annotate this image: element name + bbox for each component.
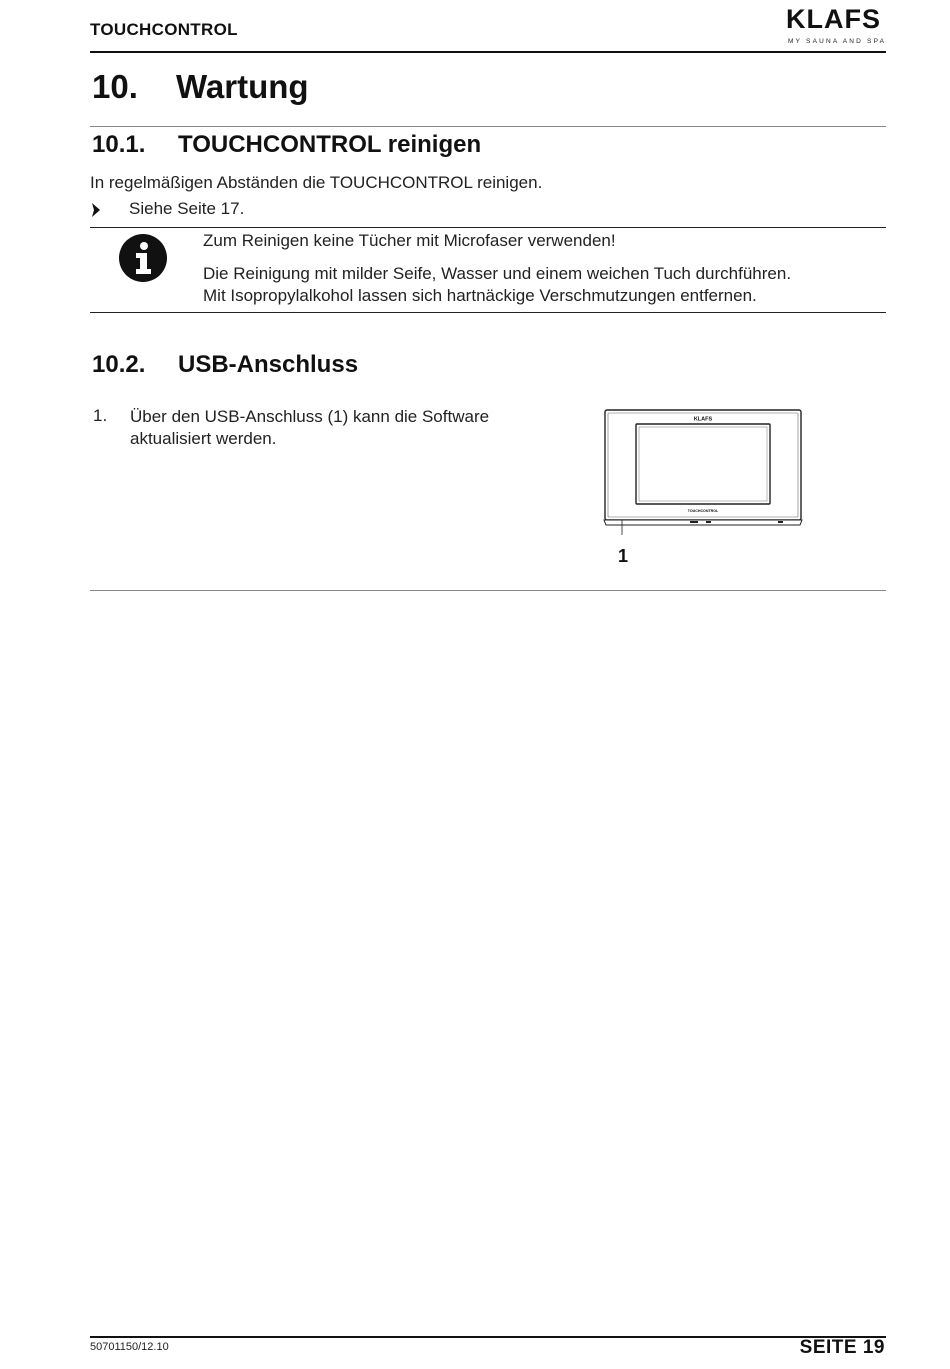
touchcontrol-device-illustration <box>600 405 805 535</box>
usb-callout-number: 1 <box>618 546 629 566</box>
page-number: SEITE 19 <box>799 1337 885 1358</box>
subsection-1-title: TOUCHCONTROL reinigen <box>178 131 482 158</box>
page-reference: Siehe Seite 17. <box>129 199 245 218</box>
note-warning: Zum Reinigen keine Tücher mit Microfaser verwenden! <box>203 231 616 250</box>
section-divider <box>90 126 886 127</box>
step-text: Über den USB-Anschluss (1) kann die Software aktualisiert werden. <box>130 407 490 448</box>
device-brand-label: KLAFS <box>693 416 713 423</box>
section-heading <box>92 68 309 106</box>
logo-tagline: MY SAUNA AND SPA <box>788 38 887 45</box>
cleaning-intro: In regelmäßigen Abständen die TOUCHCONTROL reinigen. <box>90 173 543 192</box>
footer-divider <box>90 1336 886 1338</box>
arrow-bullet-icon <box>91 203 101 217</box>
subsection-1-number: 10.1. <box>92 131 146 158</box>
step-number: 1. <box>93 406 108 425</box>
note-top-divider <box>90 227 886 228</box>
klafs-logo <box>786 4 886 48</box>
note-bottom-divider <box>90 312 886 313</box>
info-icon <box>118 233 168 283</box>
note-isopropyl: Mit Isopropylalkohol lassen sich hartnäckige Verschmutzungen entfernen. <box>203 286 757 305</box>
subsection-2-number: 10.2. <box>92 351 146 378</box>
section-number: 10. <box>92 68 138 105</box>
subsection-2-title: USB-Anschluss <box>178 351 359 378</box>
header-divider <box>90 51 886 53</box>
logo-word: KLAFS <box>786 4 881 34</box>
header-title: TOUCHCONTROL <box>90 20 238 39</box>
subsection-heading-1 <box>92 131 481 159</box>
section-end-divider <box>90 590 886 591</box>
subsection-heading-2 <box>92 351 358 379</box>
device-model-label: TOUCHCONTROL <box>687 509 719 513</box>
note-cleaning-method: Die Reinigung mit milder Seife, Wasser und einem weichen Tuch durchführen. <box>203 264 792 283</box>
document-code: 50701150/12.10 <box>90 1341 169 1353</box>
section-title: Wartung <box>176 68 309 105</box>
